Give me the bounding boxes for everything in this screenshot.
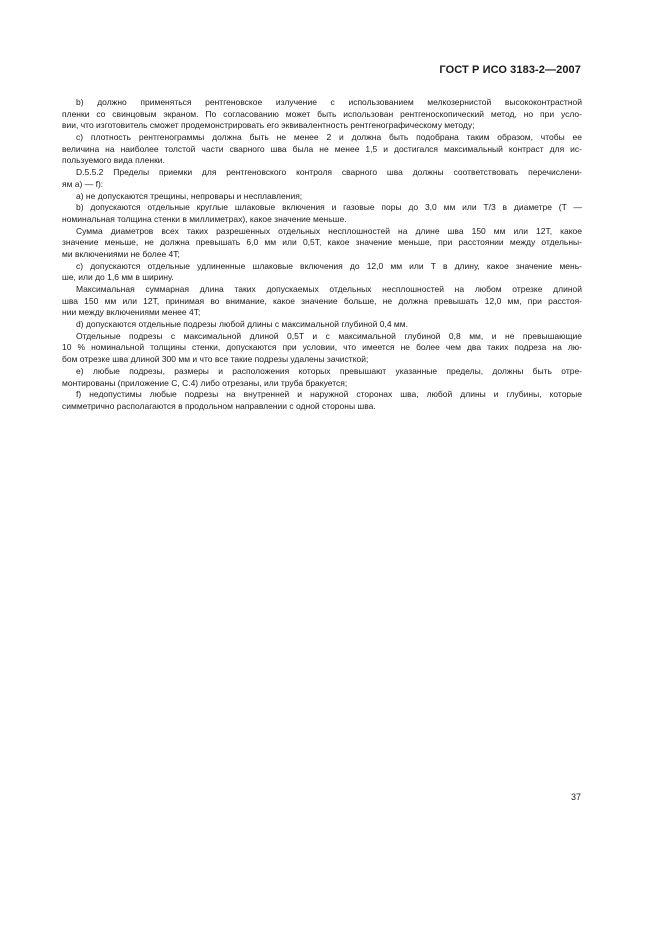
paragraph — [62, 167, 582, 190]
document-header: ГОСТ Р ИСО 3183-2—2007 — [439, 64, 581, 76]
paragraph — [62, 261, 582, 284]
paragraph — [62, 202, 582, 225]
text-line: пользуемого вида пленки. — [62, 155, 165, 166]
document-body — [62, 97, 582, 413]
paragraph — [62, 389, 582, 412]
text-line: f) недопустимы любые подрезы на внутренней и наружной сторонах шва, любой длины и глубины, которые — [76, 389, 582, 400]
text-line: вии, что изготовитель сможет продемонстрировать его эквивалентность рентгенографическому методу; — [62, 120, 475, 131]
paragraph — [62, 132, 582, 167]
text-line: e) любые подрезы, размеры и расположения которых превышают указанные пределы, должны быть отре- — [76, 365, 582, 376]
paragraph — [62, 191, 582, 203]
text-line: c) допускаются отдельные удлиненные шлаковые включения до 12,0 мм или T в длину, какое значение мень- — [76, 260, 582, 271]
text-line: номинальная толщина стенки в миллиметрах), какое значение меньше. — [62, 213, 347, 224]
text-line: c) плотность рентгенограммы должна быть не менее 2 и должна быть подобрана таким образом, чтобы ее — [76, 132, 582, 143]
text-line: величина на наиболее толстой части сварного шва была не менее 1,5 и достигался максимальный контраст для ис- — [62, 143, 582, 154]
text-line: симметрично располагаются в продольном направлении с одной стороны шва. — [62, 400, 376, 411]
text-line: d) допускаются отдельные подрезы любой длины с максимальной глубиной 0,4 мм. — [76, 319, 408, 330]
page-number: 37 — [571, 792, 582, 802]
text-line: значение меньше, не должна превышать 6,0 мм или 0,5T, какое значение меньше, при расстоянии между отдельны- — [62, 237, 582, 248]
paragraph — [62, 319, 582, 331]
text-line: b) допускаются отдельные круглые шлаковые включения и газовые поры до 3,0 мм или T/3 в диаметре (T — — [76, 202, 582, 213]
text-line: Максимальная суммарная длина таких допускаемых отдельных несплошностей на любом отрезке длиной — [76, 284, 582, 294]
text-line: нии между включениями менее 4T; — [62, 307, 201, 318]
text-line: пленки со свинцовым экраном. По согласованию может быть использован рентгеноскопический метод, но при усло- — [62, 108, 582, 119]
text-line: b) должно применяться рентгеновское излучение с использованием мелкозернистой высококонтрастной — [76, 97, 582, 107]
text-line: бом отрезке шва длиной 300 мм и что все такие подрезы удалены зачисткой; — [62, 354, 369, 365]
text-line: a) не допускаются трещины, непровары и несплавления; — [76, 190, 303, 201]
text-line: ми включениями не более 4T; — [62, 248, 180, 259]
paragraph — [62, 366, 582, 389]
text-line: ям а) — f): — [62, 178, 104, 189]
paragraph — [62, 97, 582, 132]
text-line: Сумма диаметров всех таких разрешенных отдельных несплошностей на длине шва 150 мм или 12T, какое — [76, 225, 582, 236]
text-line: Отдельные подрезы с максимальной длиной 0,5T и с максимальной глубиной 0,8 мм, и не превышающие — [76, 330, 582, 341]
text-line: 10 % номинальной толщины стенки, допускаются при условии, что имеется не более чем два таких подреза на лю- — [62, 342, 582, 353]
text-line: ше, или до 1,6 мм в ширину. — [62, 272, 174, 283]
text-line: монтированы (приложение C, C.4) либо отрезаны, или труба бракуется; — [62, 377, 348, 388]
paragraph — [62, 284, 582, 319]
paragraph — [62, 331, 582, 366]
paragraph — [62, 226, 582, 261]
text-line: шва 150 мм или 12T, принимая во внимание, какое значение больше, не должна превышать 12,0 мм, при расстоя- — [62, 295, 582, 306]
text-line: D.5.5.2 Пределы приемки для рентгеновского контроля сварного шва должны соответствовать перечислени- — [76, 167, 582, 178]
